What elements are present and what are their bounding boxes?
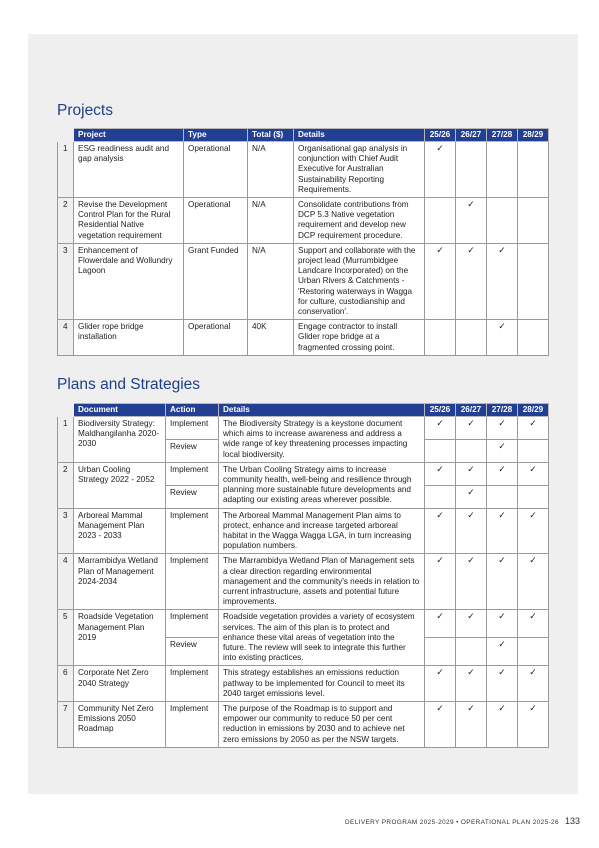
document-name: Arboreal Mammal Management Plan 2023 - 2033 bbox=[74, 508, 166, 554]
check-mark: ✓ bbox=[487, 320, 518, 356]
row-number: 7 bbox=[58, 702, 74, 748]
document-name: Urban Cooling Strategy 2022 - 2052 bbox=[74, 462, 166, 508]
plan-details: This strategy establishes an emissions reduction pathway to be implemented for Council to meet its 2040 target emissions level. bbox=[219, 666, 425, 702]
check-mark: ✓ bbox=[456, 198, 487, 244]
projects-heading: Projects bbox=[57, 102, 113, 119]
check-mark bbox=[456, 439, 487, 462]
check-mark: ✓ bbox=[425, 666, 456, 702]
check-mark: ✓ bbox=[518, 702, 549, 748]
project-total: N/A bbox=[248, 198, 294, 244]
check-mark: ✓ bbox=[518, 666, 549, 702]
row-number: 1 bbox=[58, 417, 74, 463]
check-mark: ✓ bbox=[487, 439, 518, 462]
project-total: N/A bbox=[248, 243, 294, 319]
header-project: Project bbox=[74, 129, 184, 142]
header-year-2: 26/27 bbox=[456, 129, 487, 142]
action-label: Implement bbox=[166, 462, 219, 485]
plan-details: The Marrambidya Wetland Plan of Management sets a clear direction regarding environmental management and the community's needs in relation to current infrastructure, assets and potential future improvements. bbox=[219, 554, 425, 610]
check-mark bbox=[456, 638, 487, 666]
page-footer bbox=[300, 816, 580, 826]
row-number: 1 bbox=[58, 142, 74, 198]
action-label: Implement bbox=[166, 666, 219, 702]
plan-details: The Biodiversity Strategy is a keystone document which aims to increase awareness and address a wide range of key threatening processes impacting local biodiversity. bbox=[219, 417, 425, 463]
table-row bbox=[58, 508, 549, 554]
projects-header-row bbox=[58, 129, 549, 142]
document-name: Biodiversity Strategy: Maldhangilanha 2020-2030 bbox=[74, 417, 166, 463]
check-mark bbox=[518, 198, 549, 244]
header-year-1: 25/26 bbox=[425, 404, 456, 417]
plan-details: Roadside vegetation provides a variety of ecosystem services. The aim of this plan is to protect and enhance these vital areas of vegetation into the future. The review will seek to integrate this further into existing practices. bbox=[219, 610, 425, 666]
header-document: Document bbox=[74, 404, 166, 417]
check-mark: ✓ bbox=[425, 610, 456, 638]
row-number: 2 bbox=[58, 462, 74, 508]
check-mark bbox=[425, 320, 456, 356]
check-mark: ✓ bbox=[487, 554, 518, 610]
check-mark: ✓ bbox=[456, 610, 487, 638]
header-details: Details bbox=[219, 404, 425, 417]
row-number: 5 bbox=[58, 610, 74, 666]
action-label: Review bbox=[166, 638, 219, 666]
check-mark bbox=[487, 198, 518, 244]
check-mark: ✓ bbox=[456, 417, 487, 440]
document-name: Corporate Net Zero 2040 Strategy bbox=[74, 666, 166, 702]
header-year-3: 27/28 bbox=[487, 129, 518, 142]
table-row bbox=[58, 666, 549, 702]
header-year-3: 27/28 bbox=[487, 404, 518, 417]
header-blank bbox=[58, 129, 74, 142]
header-year-2: 26/27 bbox=[456, 404, 487, 417]
row-number: 2 bbox=[58, 198, 74, 244]
check-mark bbox=[518, 439, 549, 462]
table-row bbox=[58, 320, 549, 356]
check-mark: ✓ bbox=[487, 508, 518, 554]
check-mark bbox=[456, 320, 487, 356]
document-name: Marrambidya Wetland Plan of Management 2024-2034 bbox=[74, 554, 166, 610]
action-label: Review bbox=[166, 485, 219, 508]
check-mark: ✓ bbox=[487, 417, 518, 440]
check-mark: ✓ bbox=[487, 462, 518, 485]
header-year-1: 25/26 bbox=[425, 129, 456, 142]
table-row bbox=[58, 417, 549, 440]
action-label: Implement bbox=[166, 702, 219, 748]
check-mark: ✓ bbox=[487, 243, 518, 319]
check-mark: ✓ bbox=[518, 610, 549, 638]
row-number: 3 bbox=[58, 243, 74, 319]
action-label: Implement bbox=[166, 610, 219, 638]
check-mark: ✓ bbox=[425, 462, 456, 485]
check-mark: ✓ bbox=[425, 417, 456, 440]
table-row bbox=[58, 610, 549, 638]
project-details: Support and collaborate with the project lead (Murrumbidgee Landcare Incorporated) on the Urban Rivers & Catchments - 'Restoring waterways in Wagga for culture, custodianship and conservation'. bbox=[294, 243, 425, 319]
project-type: Operational bbox=[184, 198, 248, 244]
check-mark bbox=[425, 638, 456, 666]
header-details: Details bbox=[294, 129, 425, 142]
project-name: Revise the Development Control Plan for the Rural Residential Native vegetation requirement bbox=[74, 198, 184, 244]
check-mark bbox=[487, 142, 518, 198]
check-mark bbox=[518, 142, 549, 198]
project-name: Glider rope bridge installation bbox=[74, 320, 184, 356]
check-mark: ✓ bbox=[456, 554, 487, 610]
check-mark: ✓ bbox=[425, 142, 456, 198]
table-row bbox=[58, 702, 549, 748]
check-mark: ✓ bbox=[456, 243, 487, 319]
check-mark bbox=[425, 198, 456, 244]
project-name: ESG readiness audit and gap analysis bbox=[74, 142, 184, 198]
project-details: Engage contractor to install Glider rope bridge at a fragmented crossing point. bbox=[294, 320, 425, 356]
check-mark: ✓ bbox=[518, 417, 549, 440]
header-total: Total ($) bbox=[248, 129, 294, 142]
plans-table bbox=[57, 403, 549, 748]
header-action: Action bbox=[166, 404, 219, 417]
check-mark: ✓ bbox=[518, 508, 549, 554]
header-blank bbox=[58, 404, 74, 417]
plan-details: The Arboreal Mammal Management Plan aims to protect, enhance and increase targeted arboreal habitat in the Wagga Wagga LGA, in turn increasing population numbers. bbox=[219, 508, 425, 554]
check-mark: ✓ bbox=[425, 508, 456, 554]
check-mark: ✓ bbox=[456, 666, 487, 702]
plan-details: The purpose of the Roadmap is to support and empower our community to reduce 50 per cent reduction in emissions by 2030 and to achieve net zero emissions by 2050 as per the NSW targets. bbox=[219, 702, 425, 748]
check-mark: ✓ bbox=[425, 243, 456, 319]
table-row bbox=[58, 142, 549, 198]
check-mark: ✓ bbox=[518, 554, 549, 610]
project-details: Consolidate contributions from DCP 5.3 Native vegetation requirement and develop new DCP requirement procedure. bbox=[294, 198, 425, 244]
plan-details: The Urban Cooling Strategy aims to increase community health, well-being and resilience through planning more sustainable future developments and adapting our existing areas wherever possible. bbox=[219, 462, 425, 508]
document-name: Community Net Zero Emissions 2050 Roadmap bbox=[74, 702, 166, 748]
check-mark: ✓ bbox=[456, 508, 487, 554]
check-mark: ✓ bbox=[487, 638, 518, 666]
projects-table bbox=[57, 128, 549, 356]
check-mark: ✓ bbox=[487, 610, 518, 638]
check-mark: ✓ bbox=[456, 462, 487, 485]
check-mark: ✓ bbox=[487, 666, 518, 702]
project-name: Enhancement of Flowerdale and Wollundry Lagoon bbox=[74, 243, 184, 319]
check-mark: ✓ bbox=[518, 462, 549, 485]
check-mark bbox=[518, 485, 549, 508]
action-label: Implement bbox=[166, 417, 219, 440]
header-type: Type bbox=[184, 129, 248, 142]
project-type: Grant Funded bbox=[184, 243, 248, 319]
footer-text: DELIVERY PROGRAM 2025-2029 • OPERATIONAL PLAN 2025-26 bbox=[345, 819, 559, 826]
action-label: Review bbox=[166, 439, 219, 462]
check-mark bbox=[456, 142, 487, 198]
header-year-4: 28/29 bbox=[518, 404, 549, 417]
table-row bbox=[58, 462, 549, 485]
check-mark bbox=[518, 320, 549, 356]
project-type: Operational bbox=[184, 142, 248, 198]
project-details: Organisational gap analysis in conjunction with Chief Audit Executive for Australian Sustainability Reporting Requirements. bbox=[294, 142, 425, 198]
plans-heading: Plans and Strategies bbox=[57, 376, 201, 393]
check-mark bbox=[425, 485, 456, 508]
check-mark: ✓ bbox=[425, 554, 456, 610]
row-number: 3 bbox=[58, 508, 74, 554]
page-number: 133 bbox=[564, 816, 580, 826]
project-total: 40K bbox=[248, 320, 294, 356]
check-mark: ✓ bbox=[487, 702, 518, 748]
document-name: Roadside Vegetation Management Plan 2019 bbox=[74, 610, 166, 666]
project-total: N/A bbox=[248, 142, 294, 198]
table-row bbox=[58, 554, 549, 610]
header-year-4: 28/29 bbox=[518, 129, 549, 142]
action-label: Implement bbox=[166, 554, 219, 610]
plans-header-row bbox=[58, 404, 549, 417]
check-mark bbox=[487, 485, 518, 508]
row-number: 6 bbox=[58, 666, 74, 702]
check-mark bbox=[425, 439, 456, 462]
project-type: Operational bbox=[184, 320, 248, 356]
action-label: Implement bbox=[166, 508, 219, 554]
check-mark: ✓ bbox=[456, 485, 487, 508]
table-row bbox=[58, 243, 549, 319]
check-mark bbox=[518, 638, 549, 666]
row-number: 4 bbox=[58, 554, 74, 610]
check-mark: ✓ bbox=[425, 702, 456, 748]
check-mark: ✓ bbox=[456, 702, 487, 748]
row-number: 4 bbox=[58, 320, 74, 356]
check-mark bbox=[518, 243, 549, 319]
table-row bbox=[58, 198, 549, 244]
